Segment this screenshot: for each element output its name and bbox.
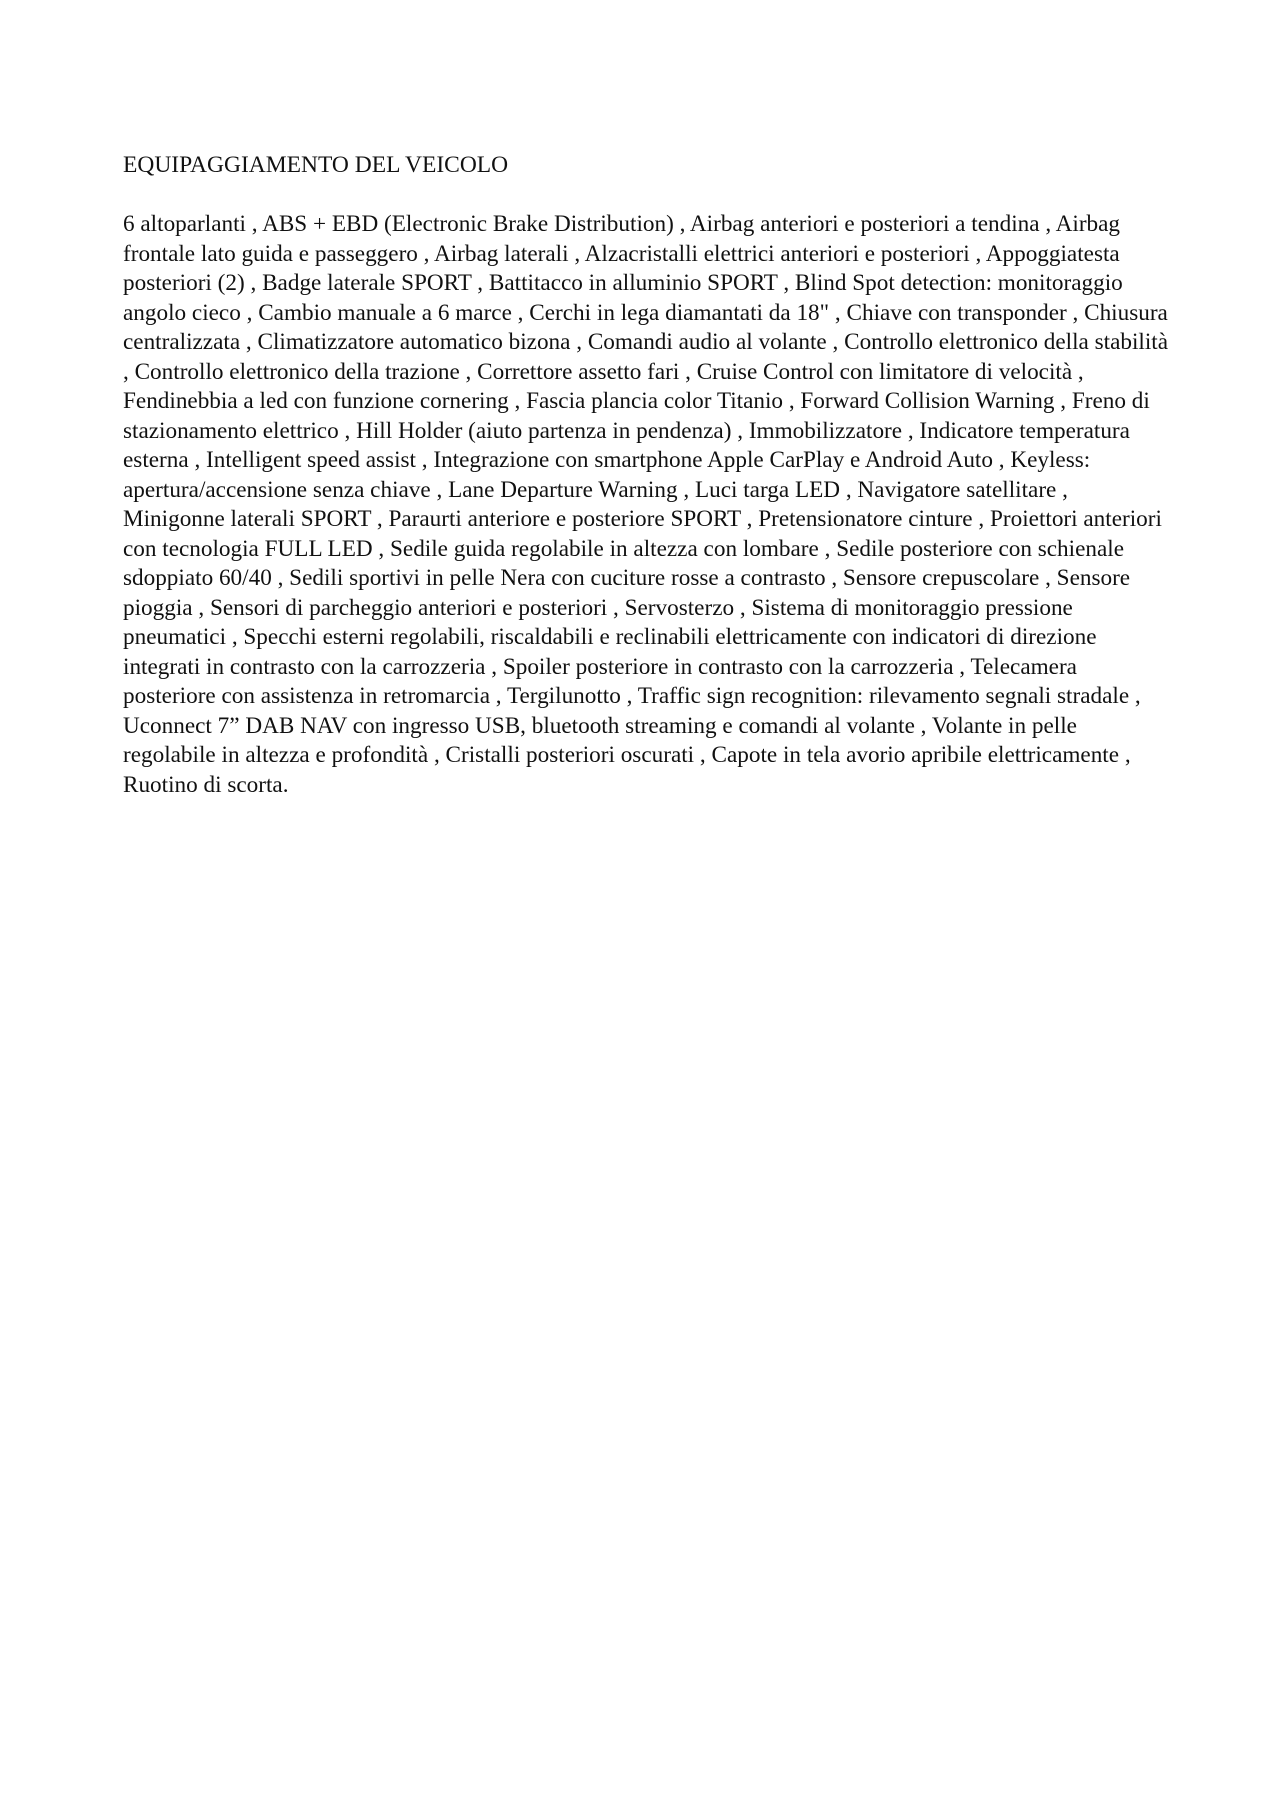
document-title: EQUIPAGGIAMENTO DEL VEICOLO (123, 152, 509, 178)
document-content (123, 150, 1173, 800)
equipment-list-text: 6 altoparlanti , ABS + EBD (Electronic Brake Distribution) , Airbag anteriori e posteriori a tendina , Airbag frontale lato guida e passeggero , Airbag laterali , Alzacristalli elettrici anteriori e posteriori , Appoggiatesta posteriori (2) , Badge laterale SPORT , Battitacco in alluminio SPORT , Blind Spot detection: monitoraggio angolo cieco , Cambio manuale a 6 marce , Cerchi in lega diamantati da 18" , Chiave con transponder , Chiusura centralizzata , Climatizzatore automatico bizona , Comandi audio al volante , Controllo elettronico della stabilità , Controllo elettronico della trazione , Correttore assetto fari , Cruise Control con limitatore di velocità , Fendinebbia a led con funzione cornering , Fascia plancia color Titanio , Forward Collision Warning , Freno di stazionamento elettrico , Hill Holder (aiuto partenza in pendenza) , Immobilizzatore , Indicatore temperatura esterna , Intelligent speed assist , Integrazione con smartphone Apple CarPlay e Android Auto , Keyless: apertura/accensione senza chiave , Lane Departure Warning , Luci targa LED , Navigatore satellitare , Minigonne laterali SPORT , Paraurti anteriore e posteriore SPORT , Pretensionatore cinture , Proiettori anteriori con tecnologia FULL LED , Sedile guida regolabile in altezza con lombare , Sedile posteriore con schienale sdoppiato 60/40 , Sedili sportivi in pelle Nera con cuciture rosse a contrasto , Sensore crepuscolare , Sensore pioggia , Sensori di parcheggio anteriori e posteriori , Servosterzo , Sistema di monitoraggio pressione pneumatici , Specchi esterni regolabili, riscaldabili e reclinabili elettricamente con indicatori di direzione integrati in contrasto con la carrozzeria , Spoiler posteriore in contrasto con la carrozzeria , Telecamera posteriore con assistenza in retromarcia , Tergilunotto , Traffic sign recognition: rilevamento segnali stradale , Uconnect 7” DAB NAV con ingresso USB, bluetooth streaming e comandi al volante , Volante in pelle regolabile in altezza e profondità , Cristalli posteriori oscurati , Capote in tela avorio apribile elettricamente , Ruotino di scorta. (123, 211, 1169, 798)
